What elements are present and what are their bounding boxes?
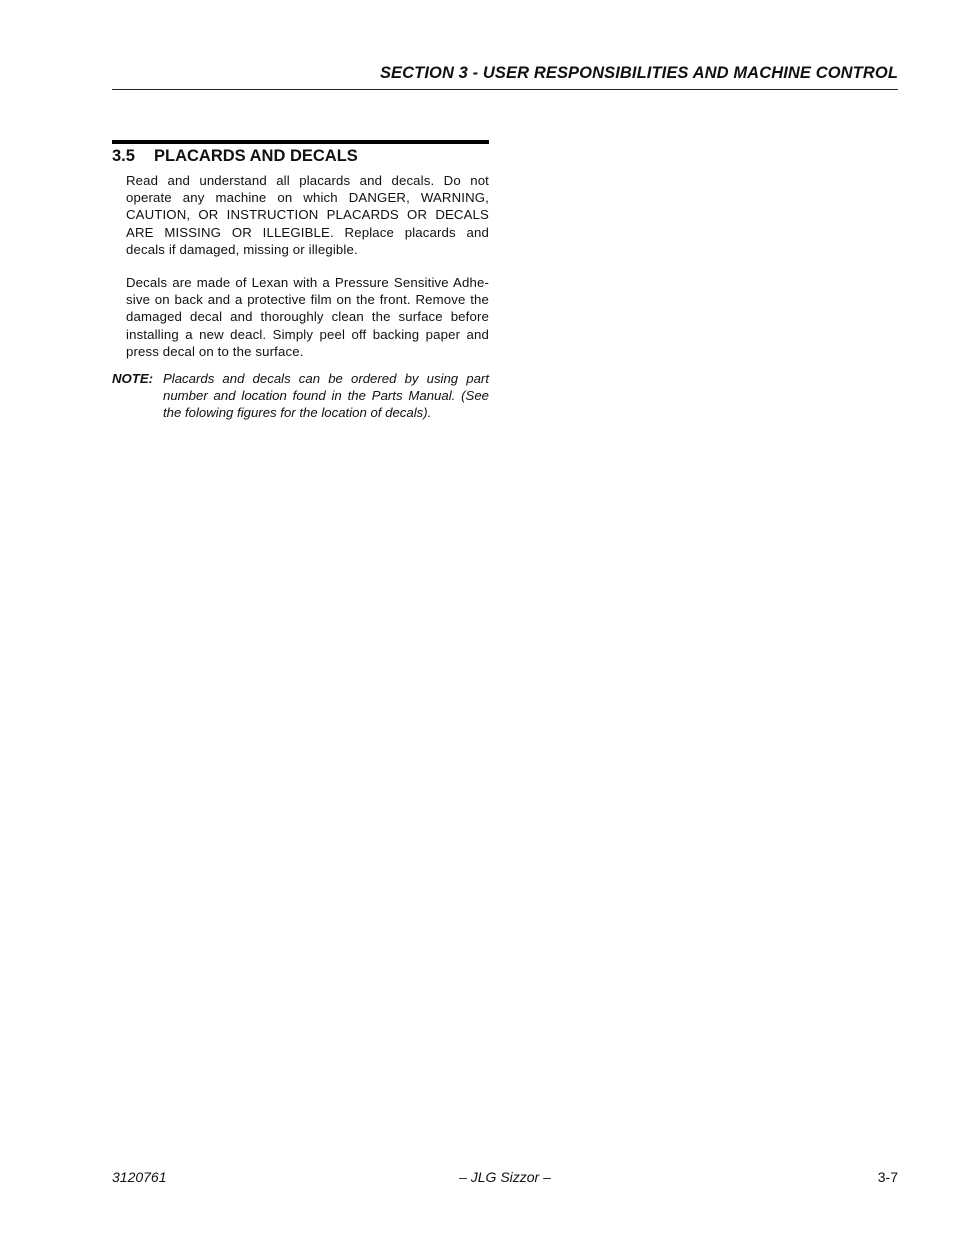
section-number: 3.5	[112, 147, 135, 165]
page-header	[112, 64, 898, 90]
footer-doc-number: 3120761	[112, 1169, 167, 1185]
section-heading	[112, 147, 489, 166]
note	[112, 370, 489, 422]
section-rule	[112, 140, 489, 144]
note-label: NOTE:	[112, 371, 154, 387]
footer-page-number: 3-7	[877, 1169, 898, 1185]
page-footer	[112, 1169, 898, 1189]
paragraph-decals: Decals are made of Lexan with a Pressure Sensitive Adhe-sive on back and a protective film on the front. Remove the damaged decal and thoroughly clean the surface before installing a new deacl. Simply peel off backing paper and press decal on to the surface.	[126, 275, 489, 359]
header-title: SECTION 3 - USER RESPONSIBILITIES AND MACHINE CONTROL	[379, 64, 898, 82]
paragraph-placards: Read and understand all placards and decals. Do not operate any machine on which DANGER, WARNING, CAUTION, OR INSTRUCTION PLACARDS OR DECALS ARE MISSING OR ILLEGIBLE. Replace placards and decals if damaged, missing or illegible.	[126, 173, 489, 257]
note-text: Placards and decals can be ordered by using part number and location found in the Parts Manual. (See the folowing figures for the location of decals).	[163, 371, 489, 421]
section-placards-and-decals	[112, 140, 489, 422]
section-title: PLACARDS AND DECALS	[154, 147, 358, 165]
footer-product-name: – JLG Sizzor –	[459, 1169, 551, 1185]
